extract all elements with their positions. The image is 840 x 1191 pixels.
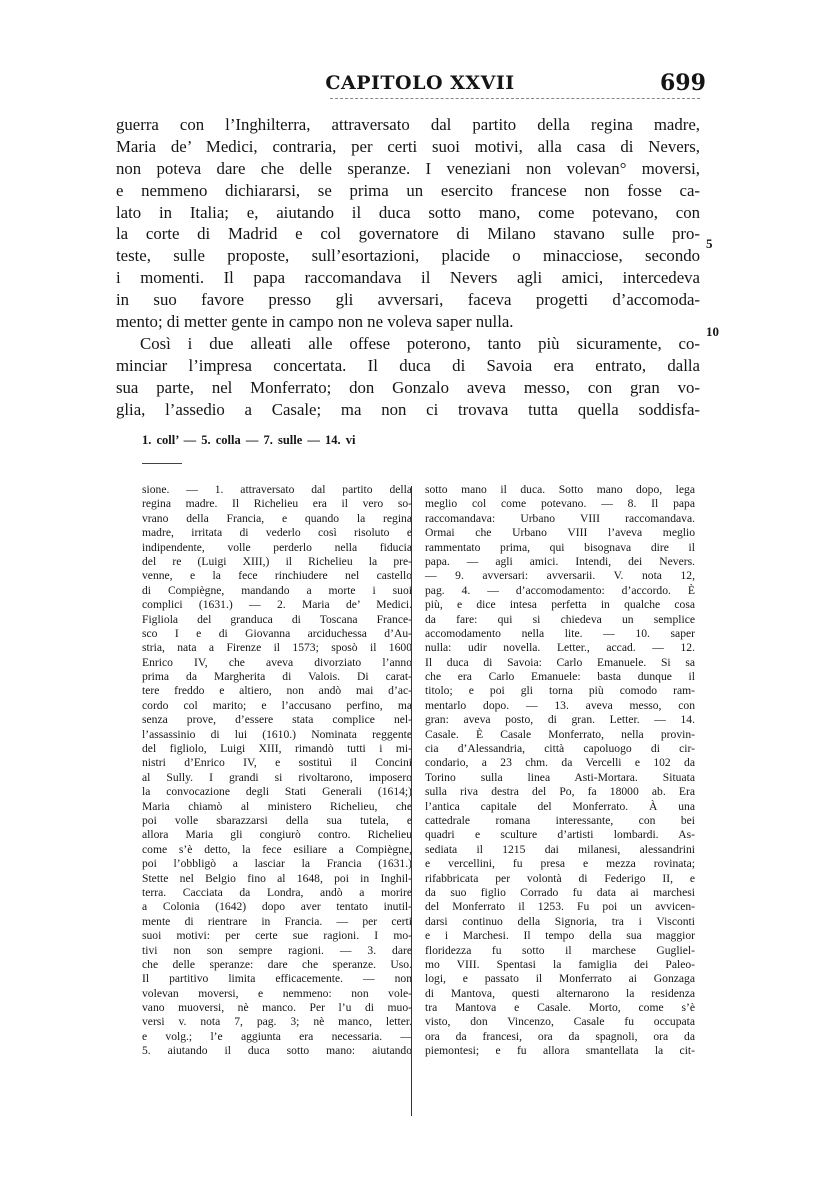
note-line: papa. — agli amici. Intendi, dei Nevers. [425,554,695,568]
note-line: suoi motivi: per certe sue ragioni. I mo- [142,929,412,943]
header-rule [330,98,700,99]
note-line: sotto mano il duca. Sotto mano dopo, lega [425,483,695,496]
page-number: 699 [660,70,706,96]
main-line: Così i due alleati alle offese poterono, tanto più sicuramente, co- [140,333,700,353]
note-line: accomodamento nella lite. — 10. saper [425,626,695,640]
note-line: cia d’Alessandria, città capoluogo di cir- [425,742,695,756]
note-line: darsi continuo della Signoria, tra i Visconti [425,914,695,928]
note-line: prima da Margherita di Valois. Di carat- [142,670,412,684]
note-line: Il partitivo limita efficacemente. — non [142,972,412,986]
main-line: la corte di Madrid e col governatore di Milano stavano sulle pro- [116,224,700,244]
note-line: che era Carlo Emanuele: basta dunque il [425,670,695,684]
note-line: mente di rientrare in Francia. — per certi [142,914,412,928]
note-line: tra Mantova e Casale. Morto, come s’è [425,1001,695,1015]
main-line: glia, l’assedio a Casale; ma non ci trovava tutta quella soddisfa- [116,399,700,419]
line-number-10: 10 [706,324,719,339]
main-line: i momenti. Il papa raccomandava il Nevers agli amici, intercedeva [116,268,700,288]
note-line: Il duca di Savoia: Carlo Emanuele. Si sa [425,655,695,669]
note-line: floridezza fu sotto il marchese Gugliel- [425,943,695,957]
note-line: a Colonia (1642) dopo aver tentato inutil- [142,900,412,914]
note-line: rammentato prima, qui bisognava dire il [425,540,695,554]
note-line: quadri e sculture d’artisti lombardi. As- [425,828,695,842]
note-line: rifabbricata per volontà di Federigo II, e [425,871,695,885]
note-line: poi volle sbarazzarsi della sua tutela, e [142,813,412,827]
note-line: mo VIII. Spentasi la famiglia dei Paleo- [425,957,695,971]
note-line: pag. 4. — d’accomodamento: d’accordo. È [425,583,695,597]
note-line: venne, e la fece rinchiudere nel castello [142,569,412,583]
note-line: stria, nata a Firenze il 1573; sposò il 1600 [142,641,412,655]
note-line: di Compiègne, mandando a morte i suoi [142,583,412,597]
note-line: nistri d’Enrico IV, e sostituì il Concini [142,756,412,770]
note-line: Ormai che Urbano VIII l’aveva meglio [425,526,695,540]
note-line: ora da francesi, ora da spagnoli, ora da [425,1029,695,1043]
note-line: Figliola del granduca di Toscana France- [142,612,412,626]
note-line: meglio col come potevano. — 8. Il papa [425,497,695,511]
note-line: l’assassinio di lui (1610.) Nominata reggente [142,727,412,741]
line-number-5: 5 [706,236,713,251]
note-line: complici (1631.) — 2. Maria de’ Medici. [142,598,412,612]
note-line: condario, a 23 chm. da Vercelli e 102 da [425,756,695,770]
note-line: Torino sulla linea Asti-Mortara. Situata [425,770,695,784]
note-line: piemontesi; e fu allora smantellata la cit- [425,1044,695,1058]
note-line: tivi non son sempre ragioni. — 3. dare [142,943,412,957]
note-line: versi v. nota 7, pag. 3; nè manco, letter. [142,1015,412,1029]
variants-rule [142,463,182,464]
note-line: volevan moversi, e nemmeno: non vole- [142,986,412,1000]
note-line: mentarlo dopo. — 13. aveva messo, con [425,698,695,712]
note-line: terra. Cacciata da Londra, andò a morire [142,885,412,899]
main-text [116,114,700,420]
note-line: madre, irritata di vederlo così risoluto e [142,526,412,540]
main-line: non poteva dare che delle speranze. I veneziani non volevan° moversi, [116,158,700,178]
note-line: logi, e passato il Monferrato ai Gonzaga [425,972,695,986]
note-line: titolo; e poi gli torna più comodo ram- [425,684,695,698]
note-line: e i Marchesi. Il tempo della sua maggior [425,929,695,943]
main-line: sua parte, nel Monferrato; don Gonzalo aveva messo, con gran vo- [116,377,700,397]
note-line: del Monferrato il 1253. Fu poi un avvicen- [425,900,695,914]
column-divider [411,486,412,1116]
note-line: più, e dice intesa perfetta in qualche cosa [425,598,695,612]
note-line: al Sully. I grandi si rivoltarono, imposero [142,770,412,784]
note-line: sco I e di Giovanna arciduchessa d’Au- [142,626,412,640]
note-line: sulla riva destra del Po, fa 18000 ab. Era [425,785,695,799]
main-line: mento; di metter gente in campo non ne voleva saper nulla. [116,312,514,332]
note-line: cattedrale romana interessante, con bei [425,813,695,827]
note-line: Casale. È Casale Monferrato, nella provin- [425,727,695,741]
note-line: e vercellini, fu presa e mezza rovinata; [425,857,695,871]
main-line: teste, sulle proposte, sull’esortazioni, placide o minacciose, secondo [116,246,700,266]
chapter-title: CAPITOLO XXVII [325,72,515,94]
note-line: indipendente, volle perderlo nella fiducia [142,540,412,554]
note-line: l’antica capitale del Monferrato. À una [425,799,695,813]
note-line: da fare: qui si chiedeva un semplice [425,612,695,626]
note-line: vano muoversi, nè manco. Per l’u di muo- [142,1001,412,1015]
note-line: raccomandava: Urbano VIII raccomandava. [425,511,695,525]
note-line: sione. — 1. attraversato dal partito della [142,483,412,496]
note-line: poi l’obbligò a lasciar la Francia (1631.) [142,857,412,871]
note-line: visto, don Vincenzo, Casale fu occupata [425,1015,695,1029]
notes-right-column [425,483,695,1059]
note-line: cordo col marito; e l’accusano perfino, ma [142,698,412,712]
note-line: sediata il 1215 dai milanesi, alessandrini [425,842,695,856]
note-line: da suo figlio Corrado fu data ai marchesi [425,885,695,899]
note-line: — 9. avversari: avversarii. V. nota 12, [425,569,695,583]
note-line: Enrico IV, che aveva divorziato l’anno [142,655,412,669]
note-line: tere freddo e altiero, non andò mai d’ac- [142,684,412,698]
main-line: minciar l’impresa concertata. Il duca di Savoia era entrato, dalla [116,355,700,375]
main-line: e nemmeno dichiararsi, se prima un esercito francese non fosse ca- [116,180,700,200]
note-line: vrano della Francia, e quando la regina [142,511,412,525]
main-line: lato in Italia; e, aiutando il duca sotto mano, come potevano, con [116,202,700,222]
note-line: Maria chiamò al ministero Richelieu, che [142,799,412,813]
note-line: e volg.; l’e aggiunta era necessaria. — [142,1029,412,1043]
main-line: in suo favore presso gli avversari, faceva progetti d’accomoda- [116,290,700,310]
note-line: come s’è detto, la fece esiliare a Compiègne, [142,842,412,856]
note-line: del figliolo, Luigi XIII, rimandò tutti i mi- [142,742,412,756]
note-line: regina madre. Il Richelieu era il vero so- [142,497,412,511]
main-line: guerra con l’Inghilterra, attraversato dal partito della regina madre, [116,115,700,134]
note-line: nulla: udir novella. Letter., accad. — 12. [425,641,695,655]
note-line: gran: aveva posto, di gran. Letter. — 14. [425,713,695,727]
note-line: la convocazione degli Stati Generali (1614;) [142,785,412,799]
main-line: Maria de’ Medici, contraria, per certi suoi motivi, alla casa di Nevers, [116,136,700,156]
note-line: senza prove, d’essere stata complice nel- [142,713,412,727]
note-line: di Mantova, questi alternarono la residenza [425,986,695,1000]
notes-left-column [142,483,412,1059]
textual-variants: 1. coll’ — 5. colla — 7. sulle — 14. vi [142,433,356,447]
note-line: 5. aiutando il duca sotto mano: aiutando [142,1044,412,1058]
note-line: Stette nel Belgio fino al 1648, poi in Inghil- [142,871,412,885]
note-line: del re (Luigi XIII,) il Richelieu la pre- [142,554,412,568]
note-line: allora Maria gli congiurò contro. Richelieu [142,828,412,842]
note-line: che delle speranze: dare che speranze. Uso. [142,957,412,971]
